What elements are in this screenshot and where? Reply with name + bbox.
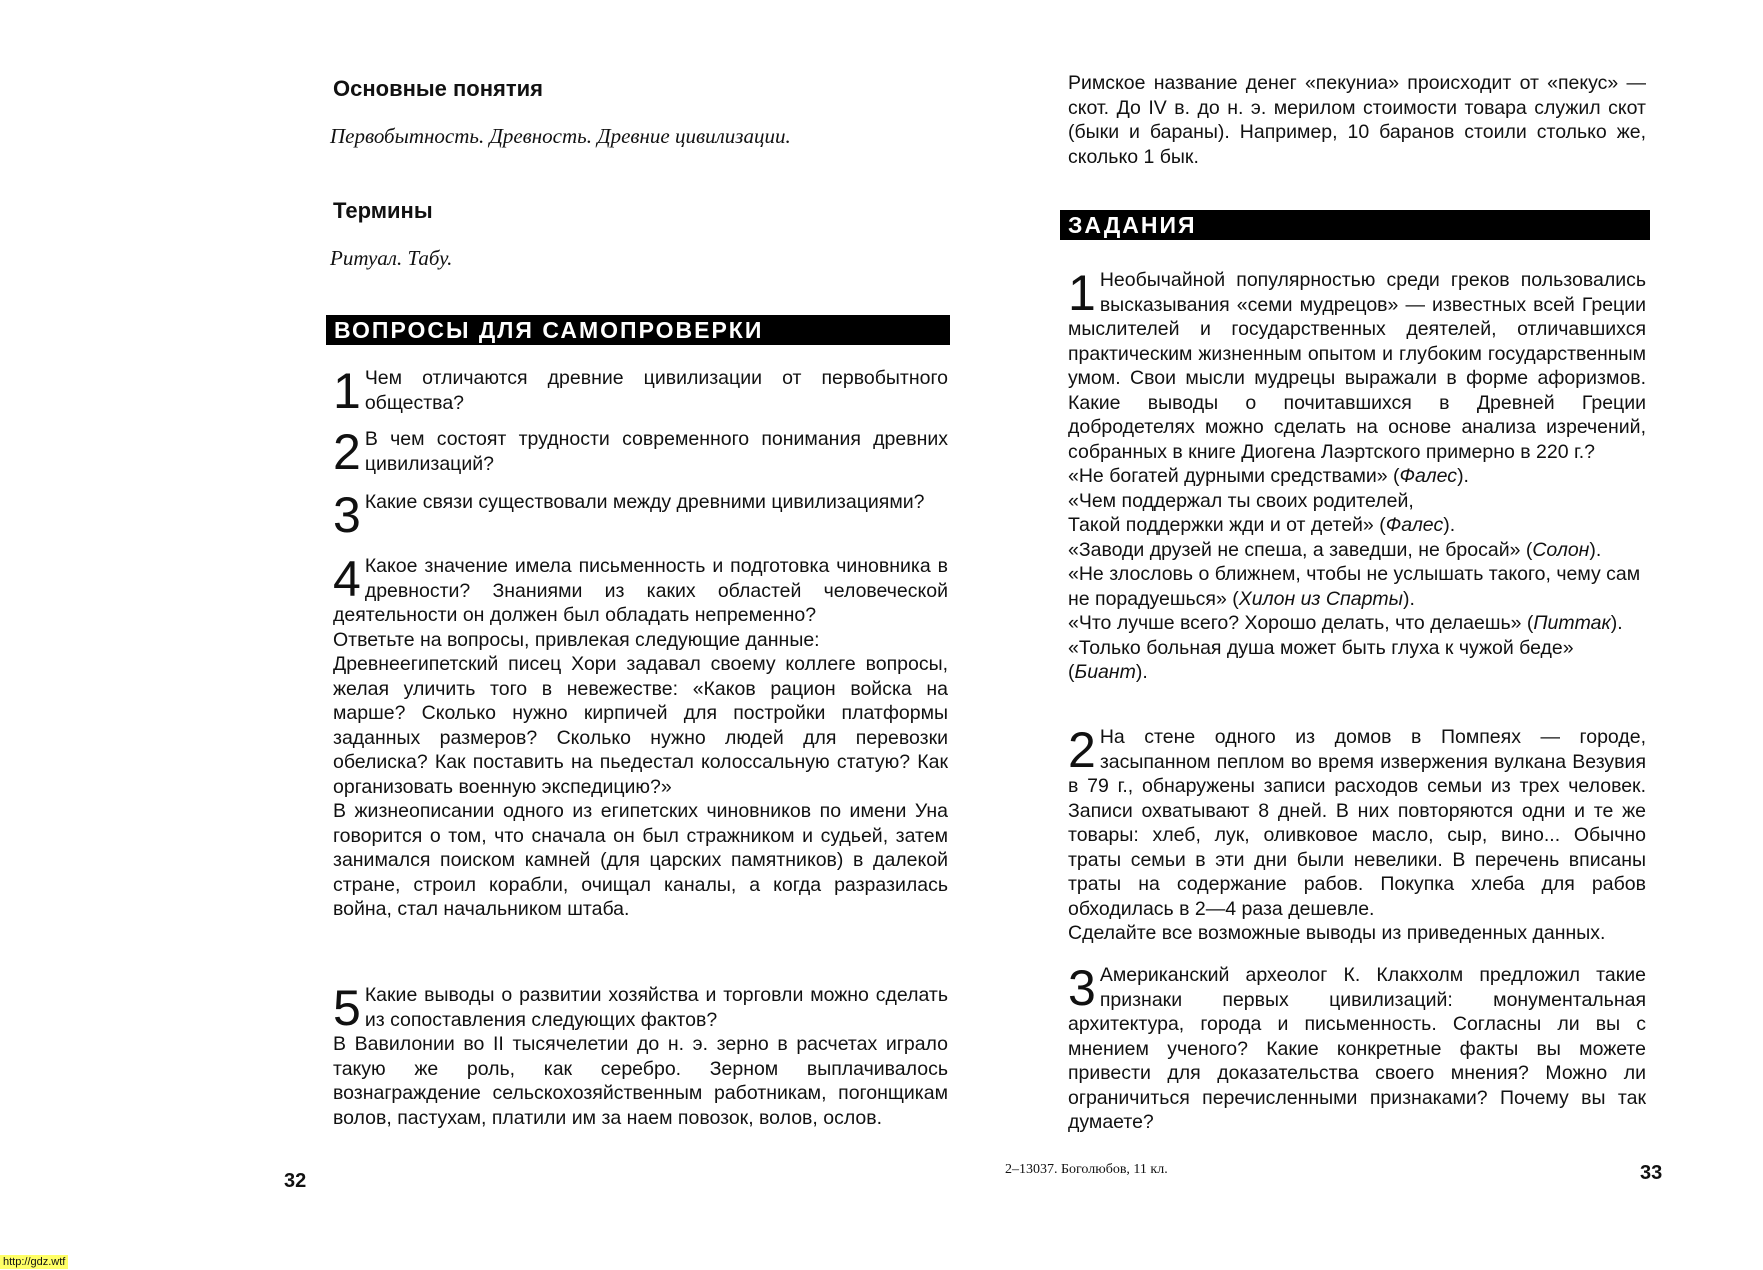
task-2 — [1068, 722, 1646, 946]
quotes-list — [1068, 464, 1646, 685]
question-paragraph: Древнеегипетский писец Хори задавал своему коллеге вопросы, желая уличить того в невежестве: «Каков рацион войска на марше? Сколько нужно кирпичей для постройки платформы заданных размеров? Сколько нужно людей для перевозки обелиска? Как поставить на пьедестал колоссальную статую? Как организовать военную экспедицию?» — [333, 653, 948, 798]
quote-text: «Заводи друзей не спеша, а заведши, не бросай» ( — [1068, 538, 1533, 561]
question-3 — [333, 487, 948, 543]
question-text: Какие выводы о развитии хозяйства и торговли можно сделать из сопоставления следующих фактов? — [364, 984, 948, 1031]
question-number: 3 — [333, 487, 361, 543]
quote-end: ). — [1403, 587, 1415, 610]
self-check-header-bar: ВОПРОСЫ ДЛЯ САМОПРОВЕРКИ — [326, 315, 950, 345]
question-paragraph: В жизнеописании одного из египетских чиновников по имени Уна говорится о том, что сначала он был стражником и судьей, затем занимался поиском камней (для царских памятников) в далекой стране, строил корабли, очищал каналы, а когда разразилась война, стал начальником штаба. — [333, 800, 948, 920]
quote-end: ). — [1589, 538, 1602, 561]
question-number: 5 — [333, 980, 361, 1036]
question-number: 1 — [333, 363, 361, 419]
question-text: Какое значение имела письменность и подготовка чиновника в древности? Знаниями из каких областей человеческой деятельности он должен был обладать непременно? — [333, 555, 948, 626]
quote-author: Биант — [1074, 661, 1136, 683]
quote-end: ). — [1443, 514, 1456, 536]
quote-line — [1068, 489, 1646, 514]
quote-text: «Только больная душа может быть глуха к чужой беде» ( — [1068, 636, 1574, 683]
section-terms-text: Ритуал. Табу. — [330, 246, 453, 270]
task-text: Необычайной популярностью среди греков пользовались высказывания «семи мудрецов» — известных всей Греции мыслителей и государственных деятелей, отличавшихся практическим жизненным опытом и глубоким государственным умом. Свои мысли мудрецы выражали в форме афоризмов. Какие выводы о почитавшихся в Древней Греции добродетелях можно сделать на основе анализа изречений, собранных в книге Диогена Лаэртского примерно в 220 г.? — [1068, 269, 1646, 463]
task-text: Американский археолог К. Клакхолм предложил такие признаки первых цивилизаций: монументальная архитектура, города и письменность. Согласны ли вы с мнением ученого? Какие конкретные факты вы можете привести для доказательства своего мнения? Можно ли ограничиться перечисленными признаками? Почему вы так думаете? — [1068, 964, 1646, 1133]
question-text: Чем отличаются древние цивилизации от первобытного общества? — [364, 367, 948, 414]
task-3 — [1068, 960, 1646, 1135]
quote-author: Питтак — [1533, 612, 1611, 634]
quote-line — [1068, 611, 1646, 636]
task-1 — [1068, 265, 1646, 685]
quote-text: «Не злословь о ближнем, чтобы не услышать такого, чему сам не порадуешься» ( — [1068, 563, 1641, 610]
intro-text: Римское название денег «пекуниа» происходит от «пекус» — скот. До IV в. до н. э. мерилом стоимости товара служил скот (быки и бараны). Например, 10 баранов стоили столько же, сколько 1 бык. — [1068, 72, 1646, 168]
question-text: Какие связи существовали между древними цивилизациями? — [364, 491, 925, 513]
task-text: На стене одного из домов в Помпеях — городе, засыпанном пеплом во время извержения вулкана Везувия в 79 г., обнаружены записи расходов семьи из трех человек. Записи охватывают 8 дней. В них повторяются одни и те же товары: хлеб, лук, оливковое масло, сыр, вино... Обычно траты семьи в эти дни были невелики. В перечень вписаны траты на содержание рабов. Покупка хлеба для рабов обходилась в 2—4 раза дешевле. — [1068, 726, 1646, 920]
quote-line — [1068, 538, 1646, 563]
task-number: 2 — [1068, 722, 1096, 778]
question-paragraph: В Вавилонии во II тысячелетии до н. э. зерно в расчетах играло такую же роль, как серебро. Зерном выплачивалось вознаграждение сельскохозяйственным работникам, погонщикам волов, пастухам, платили им за наем повозок, волов, ослов. — [333, 1033, 948, 1129]
tasks-header-bar: ЗАДАНИЯ — [1060, 210, 1650, 240]
quote-end: ). — [1457, 465, 1469, 487]
watermark-link[interactable]: http://gdz.wtf — [0, 1255, 68, 1269]
page-number: 32 — [284, 1170, 307, 1192]
book-footer: 2–13037. Боголюбов, 11 кл. — [1005, 1162, 1168, 1177]
quote-author: Фалес — [1385, 514, 1444, 536]
intro-paragraph — [1068, 71, 1646, 169]
section-basic-concepts-text: Первобытность. Древность. Древние цивилизации. — [330, 124, 791, 148]
quote-text: «Что лучше всего? Хорошо делать, что делаешь» ( — [1068, 612, 1534, 634]
quote-text: «Не богатей дурными средствами» ( — [1068, 465, 1400, 487]
quote-text: «Чем поддержал ты своих родителей, — [1068, 489, 1414, 512]
right-page — [960, 0, 1763, 1270]
quote-end: ). — [1610, 612, 1623, 634]
question-1 — [333, 363, 948, 419]
task-number: 3 — [1068, 960, 1096, 1016]
quote-text: Такой поддержки жди и от детей» ( — [1068, 514, 1386, 536]
question-paragraph: Ответьте на вопросы, привлекая следующие данные: — [333, 628, 820, 651]
question-text: В чем состоят трудности современного понимания древних цивилизаций? — [364, 428, 948, 475]
question-5 — [333, 980, 948, 1130]
section-basic-concepts-title: Основные понятия — [333, 76, 544, 101]
quote-author: Фалес — [1399, 465, 1458, 487]
page-number: 33 — [1640, 1162, 1663, 1184]
quote-line — [1068, 513, 1646, 538]
quote-line — [1068, 636, 1646, 685]
quote-end: ). — [1135, 661, 1148, 683]
task-paragraph: Сделайте все возможные выводы из приведенных данных. — [1068, 922, 1606, 944]
section-terms-title: Термины — [333, 198, 433, 223]
quote-line — [1068, 464, 1646, 489]
quote-author: Хилон из Спарты — [1238, 587, 1404, 610]
question-4 — [333, 551, 948, 922]
quote-line — [1068, 562, 1646, 611]
question-2 — [333, 424, 948, 480]
question-number: 2 — [333, 424, 361, 480]
question-number: 4 — [333, 551, 361, 607]
quote-author: Солон — [1532, 538, 1590, 561]
task-number: 1 — [1068, 265, 1096, 321]
